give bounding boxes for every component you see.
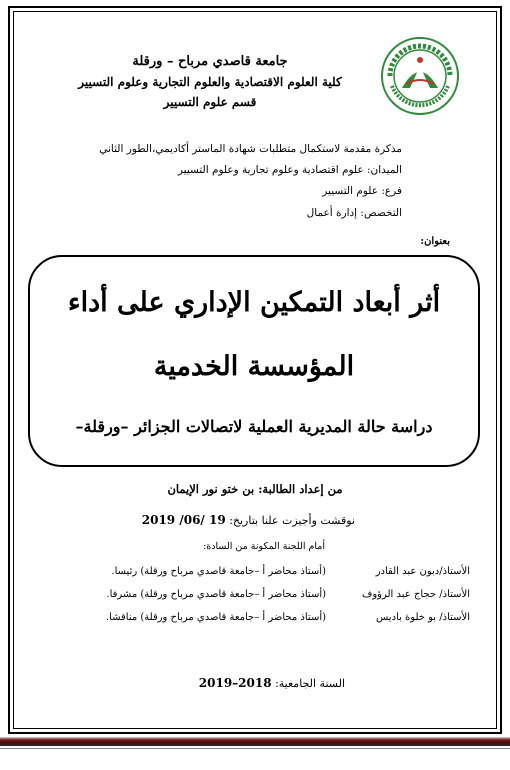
memo-field: الميدان: علوم اقتصادية وعلوم تجارية وعلوم التسيير — [177, 164, 402, 176]
memo-purpose: مذكرة مقدمة لاستكمال متطلبات شهادة الماستر أكاديمي،الطور الثاني — [99, 143, 402, 155]
jury-affiliation: (أستاذ محاضر أ –جامعة قاصدي مرباح ورقلة) مشرفا. — [106, 589, 326, 600]
defense-date: 19 /06/ 2019 — [141, 513, 226, 527]
jury-affiliation: (أستاذ محاضر أ –جامعة قاصدي مرباح ورقلة) مناقشا. — [105, 612, 326, 623]
jury-name: الأستاذ/ بو خلوة باديس — [376, 612, 470, 623]
defense-prefix: نوقشت وأجيزت علنا بتاريخ: — [229, 514, 355, 527]
committee-label: أمام اللجنة المكونة من السادة: — [203, 541, 325, 552]
jury-row — [40, 612, 470, 628]
academic-year — [199, 676, 345, 690]
thesis-subtitle: دراسة حالة المديرية العملية لاتصالات الجزائر –ورقلة– — [75, 417, 433, 436]
footer-divider — [0, 748, 510, 749]
jury-affiliation: (أستاذ محاضر أ –جامعة قاصدي مرباح ورقلة) رئيسا. — [111, 566, 326, 577]
jury-name: الأستاذ/ حجاج عبد الرؤوف — [361, 589, 470, 600]
footer-bar — [0, 737, 510, 746]
memo-branch: فرع: علوم التسيير — [322, 185, 402, 197]
university-name: جامعة قاصدي مرباح – ورقلة — [132, 54, 288, 69]
thesis-title-line1: أثر أبعاد التمكين الإداري على أداء — [67, 287, 441, 318]
academic-year-label: السنة الجامعية: — [275, 677, 345, 690]
thesis-title-box — [28, 255, 480, 467]
university-seal-icon — [380, 36, 460, 116]
address-label: بعنوان: — [420, 236, 450, 247]
academic-year-value: 2018–2019 — [198, 676, 272, 690]
jury-row — [40, 566, 470, 582]
department-name: قسم علوم التسيير — [163, 95, 257, 109]
jury-name: الأستاذ/دبون عبد القادر — [375, 566, 470, 577]
faculty-name: كلية العلوم الاقتصادية والعلوم التجارية وعلوم التسيير — [78, 75, 342, 89]
student-name: من إعداد الطالبة: بن ختو نور الإيمان — [167, 482, 343, 496]
university-header — [60, 52, 360, 112]
jury-row — [40, 589, 470, 605]
thesis-title-line2: المؤسسة الخدمية — [153, 351, 355, 382]
memo-specialty: التخصص: إدارة أعمال — [306, 207, 402, 219]
defense-date-line — [142, 513, 355, 527]
